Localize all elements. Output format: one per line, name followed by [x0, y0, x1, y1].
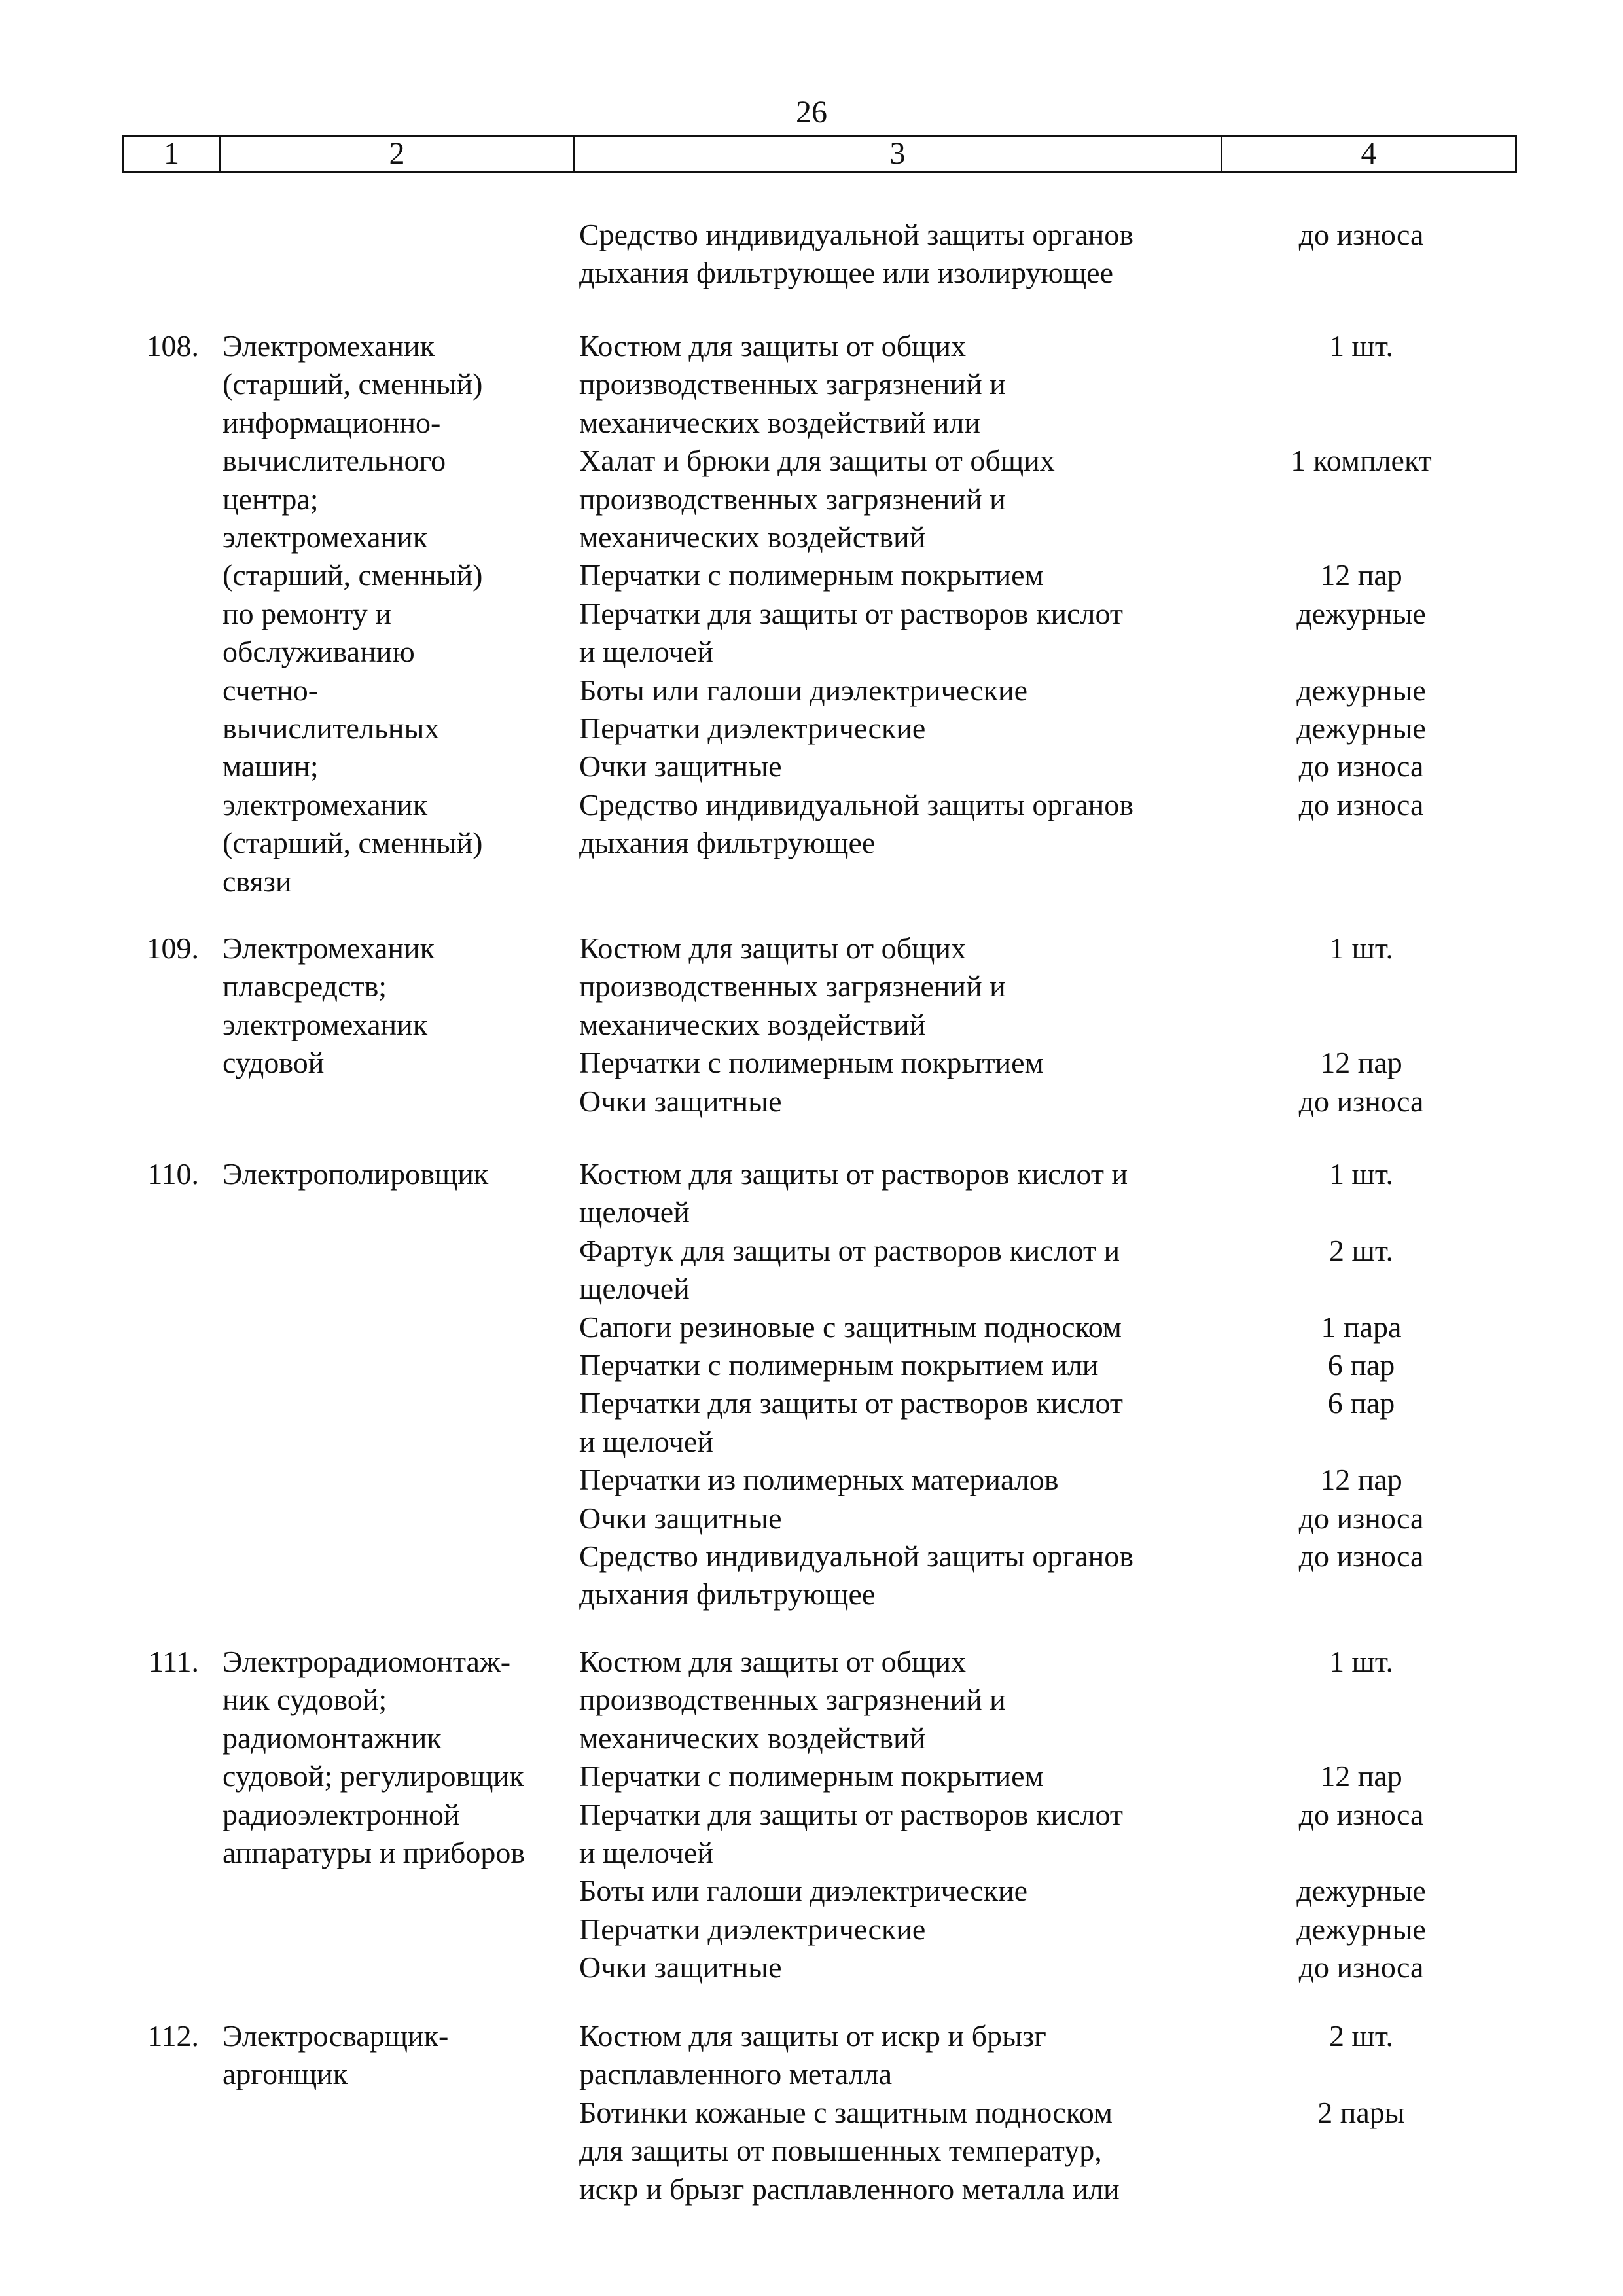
equipment-name: Фартук для защиты от растворов кислот и щелочей [579, 1233, 1120, 1306]
equipment-name: Средство индивидуальной защиты органов дыхания фильтрующее [579, 787, 1133, 860]
occupation-name [223, 929, 576, 1083]
equipment-name: Средство индивидуальной защиты органов дыхания фильтрующее [579, 1539, 1133, 1611]
occupation-line: Электрорадиомонтаж- [223, 1645, 511, 1678]
equipment-name: Костюм для защиты от искр и брызг расплавленного металла [579, 2019, 1046, 2091]
equipment-name: Перчатки с полимерным покрытием [579, 558, 1044, 592]
protective-equipment-list [579, 1155, 1522, 1614]
protective-equipment-list [579, 327, 1522, 863]
equipment-item [579, 595, 1522, 672]
equipment-name: Перчатки для защиты от растворов кислот и щелочей [579, 1797, 1123, 1870]
equipment-name: Костюм для защиты от общих производственных загрязнений и механических воздействий [579, 931, 1006, 1041]
equipment-name: Средство индивидуальной защиты органов дыхания фильтрующее или изолирующее [579, 218, 1133, 290]
equipment-item [579, 709, 1522, 747]
issue-norm: дежурные [1296, 1912, 1426, 1946]
issue-norm: 2 шт. [1329, 1233, 1394, 1267]
equipment-item [579, 216, 1522, 293]
issue-norm: 12 пар [1320, 558, 1402, 592]
protective-equipment-list [579, 929, 1522, 1121]
equipment-name: Сапоги резиновые с защитным подноском [579, 1310, 1122, 1344]
column-header-3: 3 [575, 137, 1222, 171]
equipment-name: Перчатки с полимерным покрытием [579, 1046, 1044, 1080]
occupation-name [223, 1643, 576, 1872]
equipment-item [579, 1910, 1522, 1948]
row-number: 109. [146, 931, 199, 965]
issue-norm: до износа [1298, 218, 1424, 251]
issue-norm: 2 шт. [1329, 2019, 1394, 2053]
equipment-item [579, 2094, 1522, 2208]
equipment-item [579, 929, 1522, 1044]
equipment-item [579, 1384, 1522, 1461]
issue-norm: 12 пар [1320, 1463, 1402, 1497]
equipment-name: Перчатки с полимерным покрытием [579, 1759, 1044, 1793]
equipment-item [579, 1461, 1522, 1499]
occupation-line: судовой; регулировщик [223, 1759, 524, 1793]
column-header-4: 4 [1361, 136, 1377, 171]
occupation-line: аргонщик [223, 2057, 348, 2091]
issue-norm: до износа [1298, 787, 1424, 821]
equipment-item [579, 1232, 1522, 1308]
occupation-name [223, 2017, 576, 2094]
issue-norm: 1 шт. [1329, 1157, 1394, 1191]
column-header-2: 2 [221, 137, 575, 171]
column-header-row [122, 135, 1517, 173]
equipment-item [579, 1083, 1522, 1121]
equipment-name: Перчатки диэлектрические [579, 711, 926, 745]
equipment-name: Костюм для защиты от общих производственных загрязнений и механических воздействий [579, 1645, 1006, 1755]
row-number: 108. [146, 329, 199, 363]
occupation-line: плавсредств; [223, 969, 387, 1003]
occupation-line: радиоэлектронной [223, 1797, 460, 1831]
issue-norm: 2 пары [1317, 2095, 1405, 2129]
equipment-item [579, 1155, 1522, 1232]
issue-norm: до износа [1298, 749, 1424, 783]
column-header-1: 1 [124, 137, 221, 171]
issue-norm: дежурные [1296, 596, 1426, 630]
row-number: 112. [147, 2019, 199, 2053]
issue-norm: до износа [1298, 1539, 1424, 1573]
equipment-name: Перчатки для защиты от растворов кислот и щелочей [579, 1386, 1123, 1458]
equipment-item [579, 1796, 1522, 1873]
protective-equipment-list [579, 2017, 1522, 2208]
equipment-item [579, 747, 1522, 785]
protective-equipment-list [579, 1643, 1522, 1987]
occupation-line: Электромеханик [223, 931, 435, 965]
occupation-line: машин; [223, 749, 319, 783]
issue-norm: до износа [1298, 1797, 1424, 1831]
equipment-item [579, 2017, 1522, 2094]
occupation-line: связи [223, 864, 292, 898]
occupation-line: электромеханик [223, 787, 428, 821]
equipment-name: Перчатки из полимерных материалов [579, 1463, 1059, 1497]
occupation-line: (старший, сменный) [223, 367, 483, 401]
occupation-line: Электрополировщик [223, 1157, 489, 1191]
equipment-item [579, 327, 1522, 442]
equipment-name: Костюм для защиты от общих производственных загрязнений и механических воздействий или [579, 329, 1006, 439]
issue-norm: до износа [1298, 1950, 1424, 1984]
protective-equipment-list [579, 216, 1522, 293]
equipment-item [579, 1537, 1522, 1614]
occupation-name [223, 1155, 576, 1193]
occupation-line: радиомонтажник [223, 1721, 442, 1755]
issue-norm: 1 комплект [1291, 444, 1432, 478]
equipment-name: Боты или галоши диэлектрические [579, 1874, 1028, 1908]
equipment-item [579, 1948, 1522, 1986]
issue-norm: дежурные [1296, 1874, 1426, 1908]
issue-norm: 12 пар [1320, 1046, 1402, 1080]
issue-norm: 1 шт. [1329, 931, 1394, 965]
equipment-name: Очки защитные [579, 1501, 782, 1535]
occupation-line: вычислительного [223, 444, 446, 478]
equipment-name: Костюм для защиты от растворов кислот и щелочей [579, 1157, 1128, 1229]
issue-norm: 1 шт. [1329, 329, 1394, 363]
equipment-name: Перчатки для защиты от растворов кислот и щелочей [579, 596, 1123, 669]
issue-norm: 6 пар [1327, 1386, 1395, 1420]
equipment-name: Очки защитные [579, 1950, 782, 1984]
occupation-line: судовой [223, 1046, 325, 1080]
equipment-item [579, 1308, 1522, 1346]
occupation-line: (старший, сменный) [223, 826, 483, 860]
equipment-item [579, 1044, 1522, 1082]
equipment-item [579, 442, 1522, 556]
equipment-item [579, 556, 1522, 594]
equipment-item [579, 1872, 1522, 1910]
occupation-line: (старший, сменный) [223, 558, 483, 592]
page-number: 26 [796, 95, 827, 130]
row-number: 110. [147, 1157, 199, 1191]
issue-norm: 1 шт. [1329, 1645, 1394, 1678]
equipment-item [579, 1499, 1522, 1537]
equipment-name: Перчатки диэлектрические [579, 1912, 926, 1946]
issue-norm: дежурные [1296, 673, 1426, 707]
equipment-item [579, 1643, 1522, 1757]
occupation-line: центра; [223, 482, 319, 516]
occupation-line: обслуживанию [223, 635, 415, 669]
issue-norm: 6 пар [1327, 1348, 1395, 1382]
issue-norm: до износа [1298, 1084, 1424, 1118]
occupation-line: по ремонту и [223, 596, 391, 630]
equipment-item [579, 786, 1522, 863]
occupation-line: электромеханик [223, 520, 428, 554]
occupation-line: Электромеханик [223, 329, 435, 363]
equipment-name: Очки защитные [579, 1084, 782, 1118]
occupation-line: вычислительных [223, 711, 440, 745]
equipment-name: Ботинки кожаные с защитным подноском для защиты от повышенных температур, искр и брызг расплавленного металла или [579, 2095, 1120, 2206]
occupation-name [223, 327, 576, 901]
issue-norm: дежурные [1296, 711, 1426, 745]
equipment-name: Халат и брюки для защиты от общих производственных загрязнений и механических воздействий [579, 444, 1055, 554]
equipment-item [579, 1346, 1522, 1384]
occupation-line: ник судовой; [223, 1683, 387, 1717]
occupation-line: счетно- [223, 673, 319, 707]
equipment-item [579, 672, 1522, 709]
equipment-name: Перчатки с полимерным покрытием или [579, 1348, 1099, 1382]
issue-norm: 1 пара [1321, 1310, 1402, 1344]
issue-norm: до износа [1298, 1501, 1424, 1535]
occupation-line: Электросварщик- [223, 2019, 449, 2053]
row-number: 111. [148, 1645, 199, 1678]
occupation-line: информационно- [223, 405, 441, 439]
equipment-name: Очки защитные [579, 749, 782, 783]
issue-norm: 12 пар [1320, 1759, 1402, 1793]
occupation-line: аппаратуры и приборов [223, 1836, 526, 1870]
occupation-line: электромеханик [223, 1007, 428, 1041]
equipment-name: Боты или галоши диэлектрические [579, 673, 1028, 707]
equipment-item [579, 1757, 1522, 1795]
